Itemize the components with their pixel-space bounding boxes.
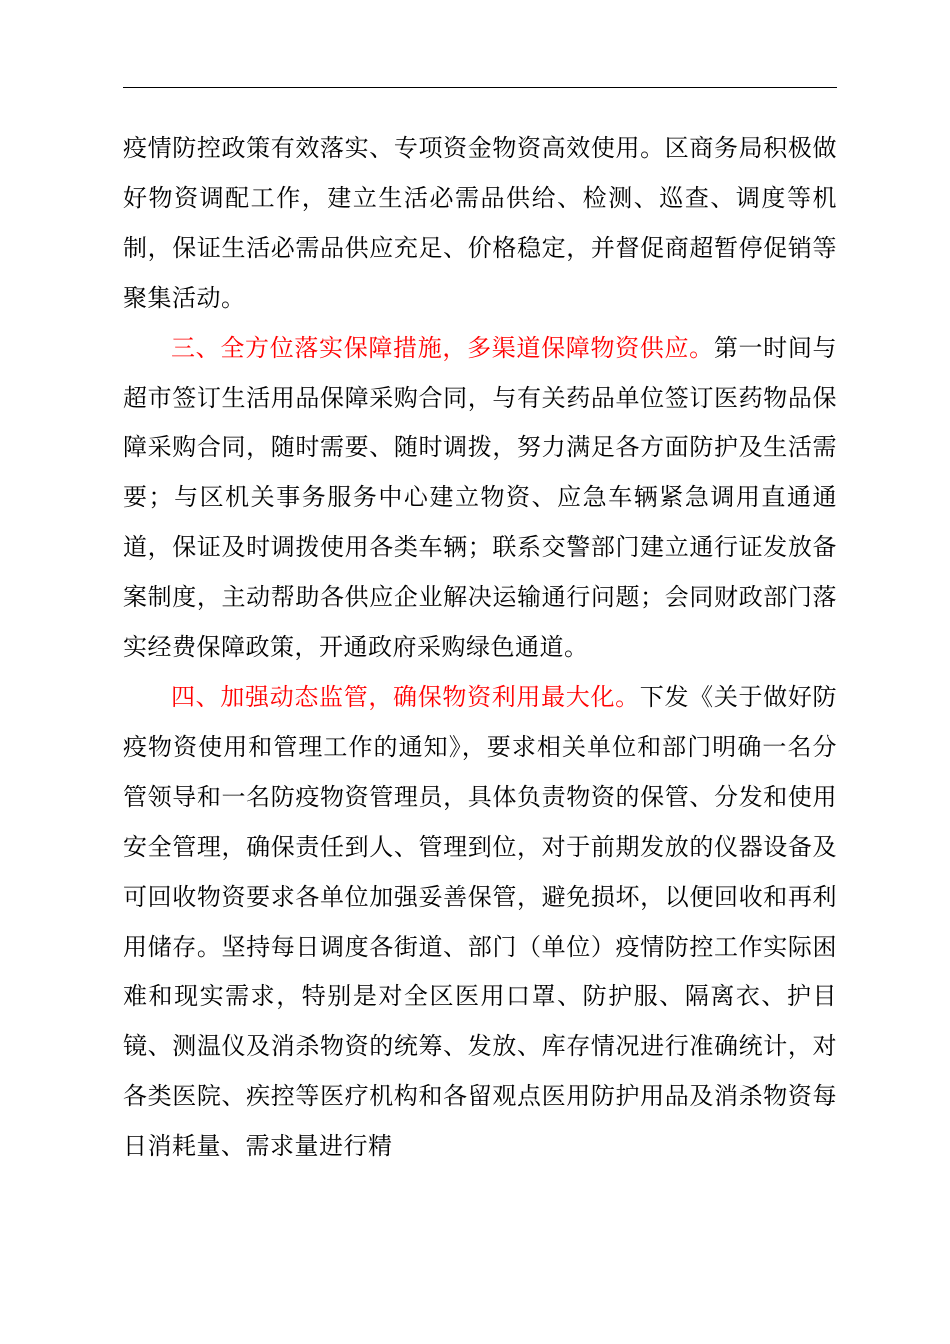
- paragraph-text: 下发《关于做好防疫物资使用和管理工作的通知》，要求相关单位和部门明确一名分管领导和一名防疫物资管理员，具体负责物资的保管、分发和使用安全管理，确保责任到人、管理到位，对于前期发放的仪器设备及可回收物资要求各单位加强妥善保管，避免损坏，以便回收和再利用储存。坚持每日调度各街道、部门（单位）疫情防控工作实际困难和现实需求，特别是对全区医用口罩、防护服、隔离衣、护目镜、测温仪及消杀物资的统筹、发放、库存情况进行准确统计，对各类医院、疾控等医疗机构和各留观点医用防护用品及消杀物资每日消耗量、需求量进行精: [123, 682, 838, 1161]
- paragraph-text: 疫情防控政策有效落实、专项资金物资高效使用。区商务局积极做好物资调配工作，建立生活必需品供给、检测、巡查、调度等机制，保证生活必需品供应充足、价格稳定，并督促商超暂停促销等聚集活动。: [123, 134, 837, 312]
- section-heading-four: 四、加强动态监管，确保物资利用最大化。: [171, 682, 640, 711]
- paragraph-section-four: [123, 673, 837, 1172]
- paragraph-continuation: [123, 124, 837, 324]
- document-body: [123, 124, 837, 1172]
- paragraph-section-three: [123, 324, 837, 673]
- header-rule: [123, 87, 837, 88]
- section-heading-three: 三、全方位落实保障措施，多渠道保障物资供应。: [171, 333, 714, 362]
- paragraph-text: 第一时间与超市签订生活用品保障采购合同，与有关药品单位签订医药物品保障采购合同，随时需要、随时调拨，努力满足各方面防护及生活需要；与区机关事务服务中心建立物资、应急车辆紧急调用直通通道，保证及时调拨使用各类车辆；联系交警部门建立通行证发放备案制度，主动帮助各供应企业解决运输通行问题；会同财政部门落实经费保障政策，开通政府采购绿色通道。: [123, 333, 838, 662]
